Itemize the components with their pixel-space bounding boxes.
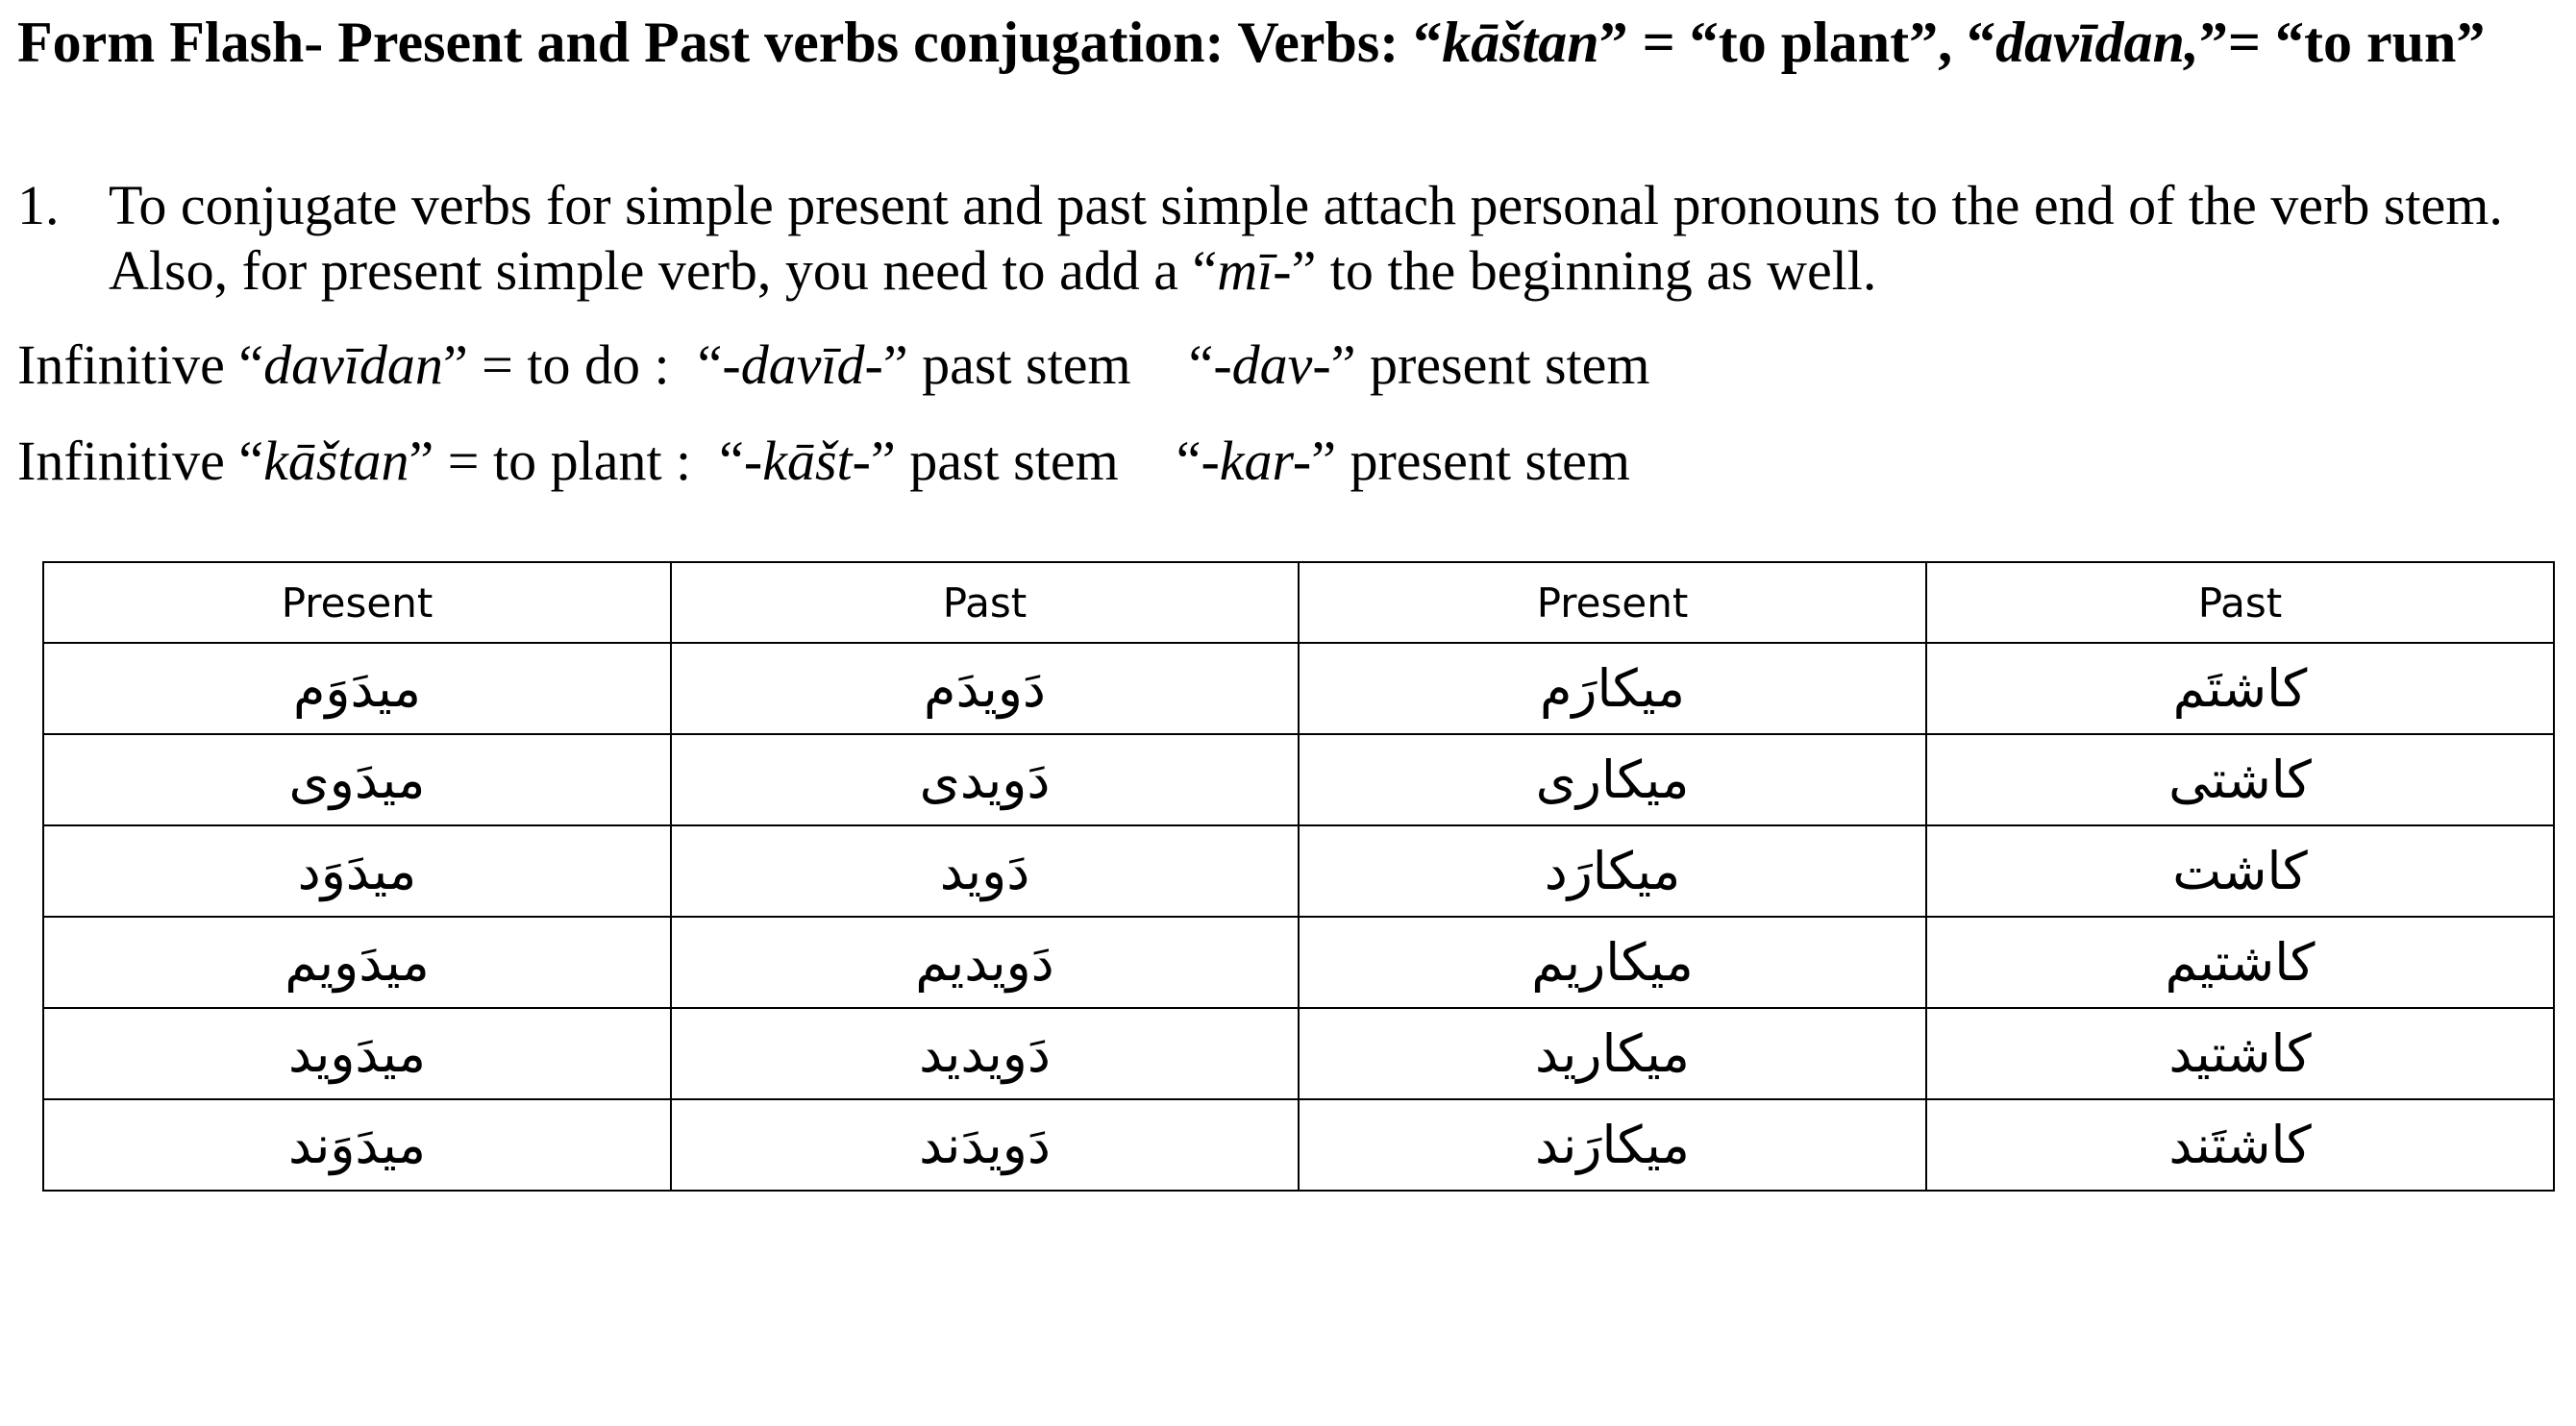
table-cell: میکاری (1299, 734, 1926, 825)
present-stem-label: ” present stem (1330, 333, 1650, 396)
table-cell: کاشتی (1926, 734, 2554, 825)
table-cell: دَوید (671, 825, 1299, 917)
table-cell: میکاریم (1299, 917, 1926, 1008)
table-cell: دَویدَم (671, 643, 1299, 734)
table-row (43, 917, 2554, 1008)
past-stem: -davīd- (722, 333, 883, 396)
table-cell: میدَوَم (43, 643, 671, 734)
table-cell: میکارَم (1299, 643, 1926, 734)
table-row (43, 825, 2554, 917)
page-title (17, 10, 2536, 75)
table-header-row (43, 562, 2554, 643)
header-present-davidan: Present (43, 562, 671, 643)
instruction-text-part1: To conjugate verbs for simple present and past simple attach personal pronouns to the end of the verb stem. Also, for present simple verb, you need to add a “ (109, 174, 2503, 302)
table-cell: دَویدیم (671, 917, 1299, 1008)
instruction-number: 1. (17, 174, 60, 236)
header-present-kastan: Present (1299, 562, 1926, 643)
table-cell: میدَویم (43, 917, 671, 1008)
table-cell: کاشت (1926, 825, 2554, 917)
table-row (43, 643, 2554, 734)
infinitive-verb: kāštan (263, 430, 409, 492)
instruction-text (109, 173, 2555, 304)
past-stem: -kāšt- (743, 430, 871, 492)
conjugation-table (42, 561, 2555, 1192)
header-past-kastan: Past (1926, 562, 2554, 643)
infinitive-lead: Infinitive “ (17, 333, 264, 396)
present-stem: -kar- (1201, 430, 1312, 492)
present-stem: -dav- (1213, 333, 1331, 396)
table-cell: میدَوید (43, 1008, 671, 1099)
table-cell: میدَوی (43, 734, 671, 825)
past-stem-label: ” past stem (870, 430, 1119, 492)
table-row (43, 1008, 2554, 1099)
infinitive-verb: davīdan (263, 333, 443, 396)
table-cell: میدَوَد (43, 825, 671, 917)
table-cell: میکارَد (1299, 825, 1926, 917)
header-past-davidan: Past (671, 562, 1299, 643)
infinitive-line-davidan (17, 332, 1650, 398)
table-cell: کاشتیم (1926, 917, 2554, 1008)
open-quote: “ (1176, 430, 1201, 492)
title-text-part2: ” = “to plant”, “ (1598, 11, 1996, 74)
table-cell: دَویدی (671, 734, 1299, 825)
instruction-prefix: mī- (1217, 239, 1292, 302)
table-cell: میکارَند (1299, 1099, 1926, 1191)
table-row (43, 734, 2554, 825)
table-cell: کاشتید (1926, 1008, 2554, 1099)
title-text-part3: ”= “to run” (2198, 11, 2486, 74)
table-cell: میدَوَند (43, 1099, 671, 1191)
infinitive-meaning: ” = to do : “ (442, 333, 723, 396)
table-row (43, 1099, 2554, 1191)
table-cell: دَویدَند (671, 1099, 1299, 1191)
present-stem-label: ” present stem (1311, 430, 1631, 492)
title-verb-kastan: kāštan (1442, 11, 1599, 74)
infinitive-lead: Infinitive “ (17, 430, 264, 492)
table-cell: میکارید (1299, 1008, 1926, 1099)
past-stem-label: ” past stem (882, 333, 1131, 396)
infinitive-line-kastan (17, 429, 1630, 494)
table-cell: دَویدید (671, 1008, 1299, 1099)
title-verb-davidan: davīdan, (1995, 11, 2199, 74)
title-text-part1: Form Flash- Present and Past verbs conjugation: Verbs: “ (17, 11, 1443, 74)
table-cell: کاشتَند (1926, 1099, 2554, 1191)
infinitive-meaning: ” = to plant : “ (409, 430, 744, 492)
open-quote: “ (1188, 333, 1214, 396)
instruction-text-part2: ” to the beginning as well. (1291, 239, 1877, 302)
table-cell: کاشتَم (1926, 643, 2554, 734)
